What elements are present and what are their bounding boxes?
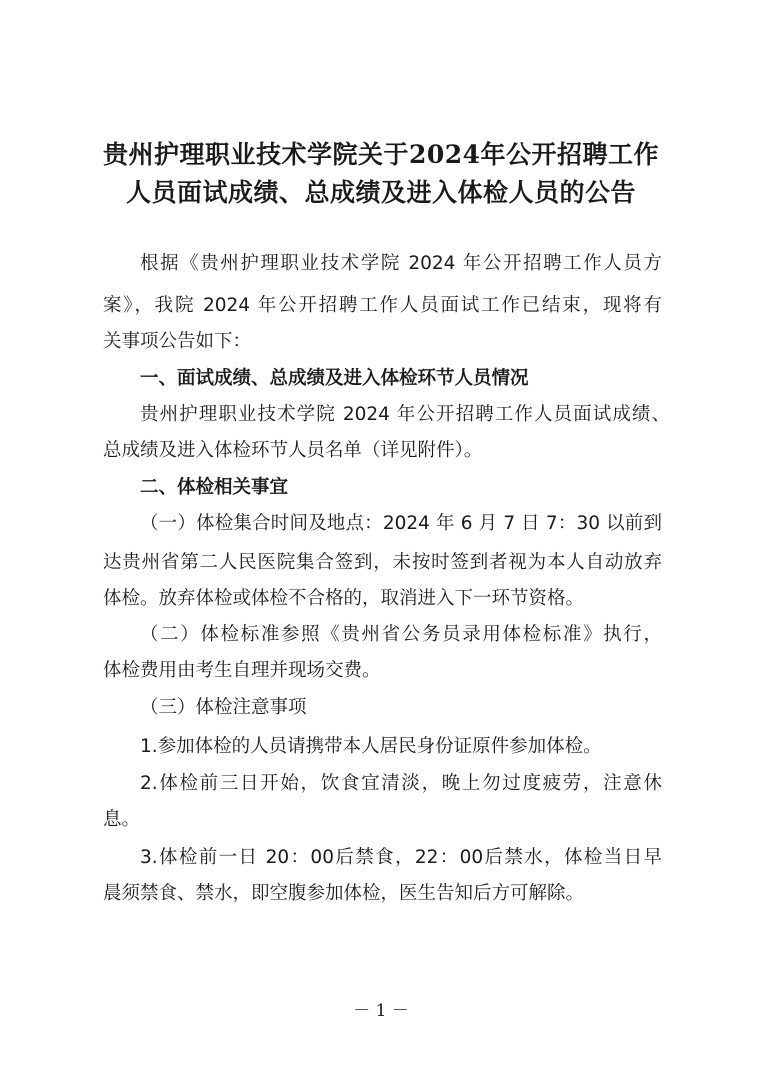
note-1: 1.参加体检的人员请携带本人居民身份证原件参加体检。	[140, 736, 602, 757]
intro-line-1: 根据《贵州护理职业技术学院 2024 年公开招聘工作人员方	[140, 253, 662, 274]
note-3-line-1: 3.体检前一日 20：00后禁食，22：00后禁水，体检当日早	[140, 847, 662, 868]
document-title-line-2: 人员面试成绩、总成绩及进入体检人员的公告	[125, 178, 636, 207]
item-1-line-1: （一）体检集合时间及地点：2024 年 6 月 7 日 7：30 以前到	[140, 513, 662, 534]
section-1-body-line-2: 总成绩及进入体检环节人员名单（详见附件）。	[103, 440, 483, 461]
note-3-line-2: 晨须禁食、禁水，即空腹参加体检，医生告知后方可解除。	[103, 883, 585, 904]
page-number: － 1 －	[353, 1001, 409, 1021]
intro-line-2: 案》，我院 2024 年公开招聘工作人员面试工作已结束，现将有	[103, 295, 662, 316]
intro-line-3: 关事项公告如下：	[103, 331, 252, 352]
item-1-line-2: 达贵州省第二人民医院集合签到，未按时签到者视为本人自动放弃	[103, 552, 662, 573]
note-2-line-1: 2.体检前三日开始，饮食宜清淡，晚上勿过度疲劳，注意休	[140, 773, 662, 794]
item-2-line-1: （二）体检标准参照《贵州省公务员录用体检标准》执行，	[140, 624, 662, 645]
section-2-heading: 二、体检相关事宜	[140, 477, 289, 498]
section-1-body-line-1: 贵州护理职业技术学院 2024 年公开招聘工作人员面试成绩、	[140, 404, 670, 425]
item-2-line-2: 体检费用由考生自理并现场交费。	[103, 660, 381, 681]
document-title-line-1: 贵州护理职业技术学院关于2024年公开招聘工作	[102, 140, 660, 169]
item-1-line-3: 体检。放弃体检或体检不合格的，取消进入下一环节资格。	[103, 588, 585, 609]
note-2-line-2: 息。	[103, 809, 141, 830]
item-3-heading: （三）体检注意事项	[140, 697, 307, 718]
section-1-heading: 一、面试成绩、总成绩及进入体检环节人员情况	[140, 368, 529, 389]
